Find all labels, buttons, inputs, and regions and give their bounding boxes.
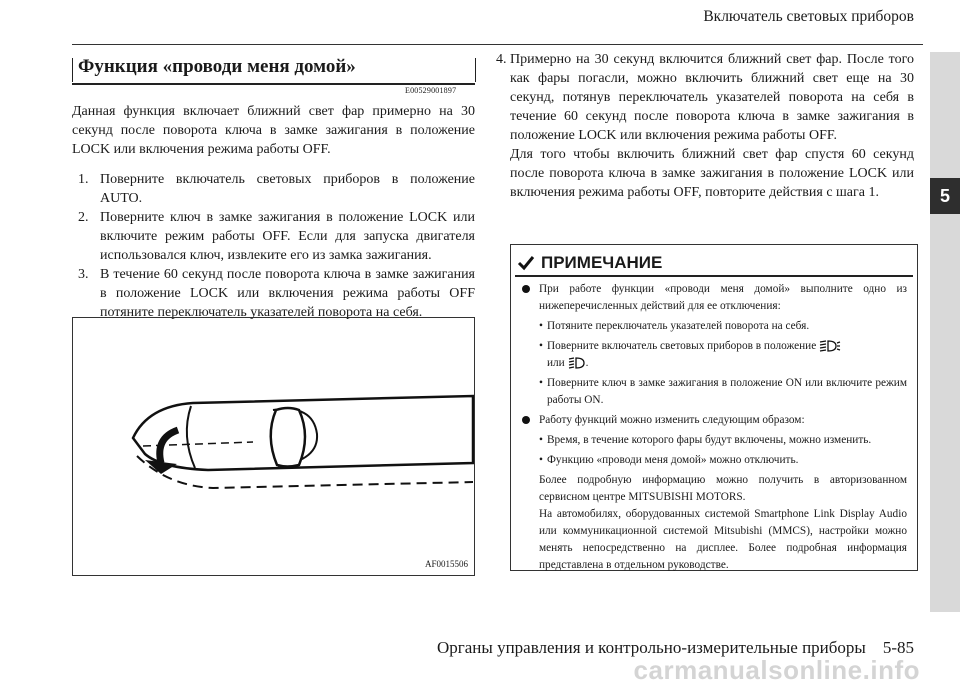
note-sub-text: Потяните переключатель указателей поворота на себя. [547, 320, 810, 332]
step-text: Поверните ключ в замке зажигания в положение LOCK или включите режим работы OFF. Если для запуска двигателя использовался ключ, извлеките его из замка зажигания. [100, 210, 475, 263]
section-title: Функция «проводи меня домой» [78, 56, 356, 77]
page-footer: Органы управления и контрольно-измерительные приборы 5-85 [437, 638, 914, 657]
watermark: carmanualsonline.info [633, 655, 920, 685]
sub-bullet: • [539, 434, 543, 446]
step-number: 3. [78, 267, 89, 282]
sub-bullet: • [539, 340, 543, 352]
step-number: 2. [78, 210, 89, 225]
note-box [510, 244, 918, 571]
chapter-strip [930, 52, 960, 612]
note-sub-text: Поверните включатель световых приборов в положение [547, 340, 817, 352]
lever-illustration [72, 317, 475, 576]
turn-signal-lever-icon [73, 318, 474, 575]
sub-bullet: • [539, 320, 543, 332]
note-sub-text: Поверните ключ в замке зажигания в положение ON или включите режим работы ON. [547, 377, 907, 406]
step-4-text-continued: Для того чтобы включить ближний свет фар спустя 60 секунд после поворота ключа в замке зажигания в положение LOCK или включения режима работы OFF, повторите действия с шага 1. [510, 147, 914, 200]
note-paragraph: Более подробную информацию можно получить в авторизованном сервисном центре MITSUBISHI MOTORS. [539, 474, 907, 503]
steps-list [78, 170, 475, 322]
chapter-tab[interactable]: 5 [930, 178, 960, 214]
note-bullet [521, 412, 907, 429]
step-number: 4. [496, 52, 507, 67]
headlight-icon [568, 356, 586, 370]
step-text: Поверните включатель световых приборов в положение AUTO. [100, 172, 475, 206]
note-sub-item [521, 318, 907, 335]
note-sub-text: Функцию «проводи меня домой» можно отключить. [547, 454, 799, 466]
step-4-text: Примерно на 30 секунд включится ближний свет фар. После того как фары погасли, можно включить ближний свет еще на 30 секунд, потянув переключатель указателей поворота на себя в течение 60 секунд после поворота ключа в замке зажигания в положение LOCK или включения режима работы OFF. [510, 52, 914, 143]
bullet-dot-icon [522, 285, 530, 293]
low-beam-icon [819, 339, 841, 353]
step-item [78, 208, 475, 265]
step-item [78, 265, 475, 322]
note-title: ПРИМЕЧАНИЕ [541, 253, 663, 272]
note-sub-item: • Поверните включатель световых приборов в положение или . [521, 338, 907, 372]
section-title-underline [72, 83, 475, 85]
note-sub-text: Время, в течение которого фары будут включены, можно изменить. [547, 434, 872, 446]
note-body [521, 281, 907, 574]
note-bullet-text: При работе функции «проводи меня домой» выполните одно из нижеперечисленных действий для ее отключения: [539, 283, 907, 312]
note-header [517, 253, 662, 273]
note-sub-text: или [547, 357, 565, 369]
step-text: В течение 60 секунд после поворота ключа в замке зажигания в положение LOCK или включения режима работы OFF потяните переключатель указателей поворота на себя. [100, 267, 475, 320]
note-bullet [521, 281, 907, 315]
note-divider [515, 275, 913, 277]
section-intro: Данная функция включает ближний свет фар примерно на 30 секунд после поворота ключа в замке зажигания в положение LOCK или включения режима работы OFF. [72, 104, 475, 157]
header-divider [72, 44, 923, 45]
note-bullet-text: Работу функций можно изменить следующим образом: [539, 414, 805, 426]
sub-bullet: • [539, 454, 543, 466]
note-paragraph: На автомобилях, оборудованных системой Smartphone Link Display Audio или коммуникационной системой Mitsubishi (MMCS), настройки можно менять непосредственно на дисплее. Более подробная информация представлена в отдельном руководстве. [539, 508, 907, 571]
figure-code: AF0015506 [424, 559, 468, 569]
step-4 [496, 50, 914, 202]
bullet-dot-icon [522, 416, 530, 424]
section-code: E00529001897 [405, 86, 457, 95]
step-number: 1. [78, 172, 89, 187]
step-item [78, 170, 475, 208]
page-header-title: Включатель световых приборов [703, 8, 914, 25]
sub-bullet: • [539, 377, 543, 389]
checkmark-icon [517, 254, 535, 272]
note-sub-item [521, 375, 907, 409]
note-sub-item [521, 452, 907, 469]
note-sub-item [521, 432, 907, 449]
